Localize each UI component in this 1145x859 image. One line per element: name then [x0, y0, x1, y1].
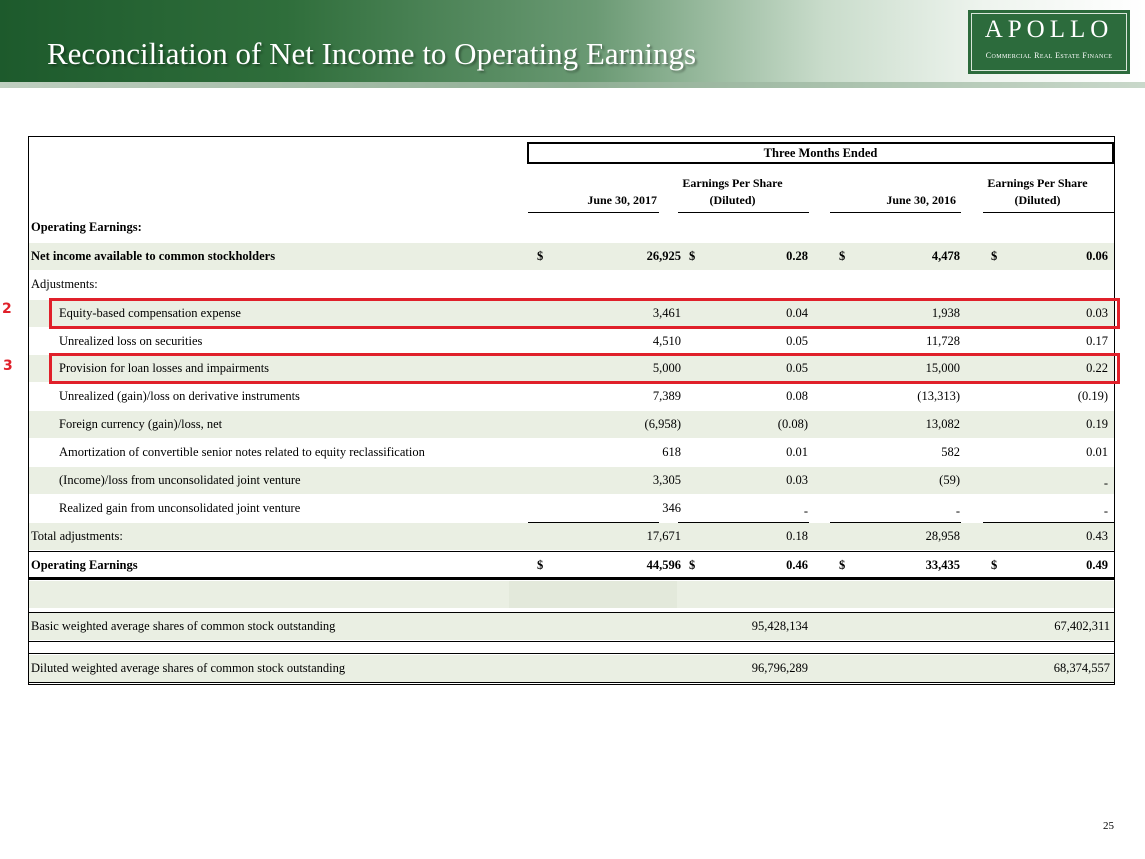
- cell-value: 44,596: [646, 558, 681, 572]
- cell-value: 0.28: [786, 249, 808, 263]
- cell-value: 0.01: [786, 445, 808, 459]
- currency-symbol: $: [537, 249, 544, 263]
- cell-value: 0.04: [786, 306, 808, 320]
- row-label: Provision for loan losses and impairments: [59, 361, 270, 375]
- page-title: Reconciliation of Net Income to Operating Earnings: [47, 36, 697, 71]
- table-row: [29, 439, 1114, 467]
- table-row-basic-shares: [29, 613, 1114, 641]
- cell-value: 0.01: [1086, 445, 1108, 459]
- column-underline: [830, 212, 961, 213]
- cell-value: 0.05: [786, 361, 808, 375]
- cell-value: 67,402,311: [1054, 619, 1110, 633]
- cell-value: 13,082: [925, 417, 960, 431]
- cell-value: 0.06: [1086, 249, 1108, 263]
- section-title: Operating Earnings:: [31, 220, 142, 234]
- annotation-marker: 3: [3, 358, 13, 374]
- cell-value: -: [955, 504, 960, 518]
- column-header-eps-2016: [965, 175, 1110, 209]
- apollo-logo: [968, 10, 1130, 74]
- cell-value: 0.03: [786, 473, 808, 487]
- cell-value: 0.05: [786, 334, 808, 348]
- section-title-row: [29, 214, 1114, 242]
- column-header-line: (Diluted): [709, 193, 756, 207]
- cell-value: (0.19): [1077, 389, 1108, 403]
- cell-value: (6,958): [644, 417, 681, 431]
- cell-value: 4,478: [931, 249, 960, 263]
- row-label: Unrealized loss on securities: [59, 334, 203, 348]
- column-header-line: Earnings Per Share: [682, 176, 783, 190]
- currency-symbol: $: [689, 249, 696, 263]
- cell-value: 26,925: [646, 249, 681, 263]
- header-rule: [0, 82, 1145, 88]
- table-row-total-adjustments: [29, 523, 1114, 551]
- cell-value: 28,958: [925, 529, 960, 543]
- row-label: Foreign currency (gain)/loss, net: [59, 417, 223, 431]
- highlight-box-equity-comp: [49, 298, 1120, 329]
- column-header-eps-2017: [660, 175, 805, 209]
- logo-subtitle: Commercial Real Estate Finance: [985, 51, 1113, 60]
- column-header-line: Earnings Per Share: [987, 176, 1088, 190]
- table-row: [29, 411, 1114, 439]
- cell-value: (59): [939, 473, 960, 487]
- cell-value: 7,389: [652, 389, 681, 403]
- cell-value: -: [1103, 476, 1108, 490]
- annotation-marker: 2: [2, 301, 12, 317]
- row-label: (Income)/loss from unconsolidated joint venture: [59, 473, 301, 487]
- table-row: [29, 328, 1114, 356]
- row-label: Unrealized (gain)/loss on derivative instruments: [59, 389, 300, 403]
- group-header: Three Months Ended: [527, 142, 1114, 164]
- adjustments-title-row: [29, 271, 1114, 299]
- row-label: Operating Earnings: [31, 558, 138, 572]
- cell-value: 0.49: [1086, 558, 1108, 572]
- cell-value: 0.19: [1086, 417, 1108, 431]
- highlight-box-loan-losses: [49, 353, 1120, 384]
- row-label: Equity-based compensation expense: [59, 306, 241, 320]
- cell-value: 4,510: [652, 334, 681, 348]
- row-shade: [509, 581, 677, 608]
- row-shade: [29, 581, 509, 608]
- row-label: Amortization of convertible senior notes related to equity reclassification: [59, 445, 425, 459]
- cell-value: -: [803, 504, 808, 518]
- cell-value: 96,796,289: [751, 661, 808, 675]
- column-underline: [678, 212, 809, 213]
- row-divider: [29, 653, 1114, 654]
- table-row-operating-earnings: [29, 552, 1114, 580]
- row-label: Diluted weighted average shares of common stock outstanding: [31, 661, 346, 675]
- cell-value: -: [1103, 504, 1108, 518]
- row-label: Basic weighted average shares of common stock outstanding: [31, 619, 336, 633]
- page-number: 25: [1103, 820, 1114, 832]
- cell-value: 0.03: [1086, 306, 1108, 320]
- column-header-line: June 30, 2017: [587, 193, 657, 207]
- table-row: [29, 495, 1114, 523]
- row-label: Total adjustments:: [31, 529, 123, 543]
- currency-symbol: $: [991, 558, 998, 572]
- cell-value: 95,428,134: [751, 619, 808, 633]
- cell-value: 68,374,557: [1053, 661, 1110, 675]
- table-row: [29, 467, 1114, 495]
- cell-value: 3,461: [652, 306, 681, 320]
- cell-value: 1,938: [931, 306, 960, 320]
- column-header-jun-2017: [527, 192, 657, 209]
- cell-value: 0.18: [786, 529, 808, 543]
- double-underline: [29, 577, 1114, 580]
- cell-value: 11,728: [926, 334, 960, 348]
- row-label: Realized gain from unconsolidated joint venture: [59, 501, 301, 515]
- cell-value: (0.08): [777, 417, 808, 431]
- cell-value: 582: [941, 445, 960, 459]
- cell-value: 0.22: [1086, 361, 1108, 375]
- table-row-diluted-shares: [29, 655, 1114, 683]
- cell-value: 618: [662, 445, 681, 459]
- currency-symbol: $: [537, 558, 544, 572]
- row-divider: [29, 641, 1114, 642]
- adjustments-title: Adjustments:: [31, 277, 98, 291]
- cell-value: 15,000: [925, 361, 960, 375]
- cell-value: 17,671: [646, 529, 681, 543]
- currency-symbol: $: [839, 249, 846, 263]
- cell-value: 3,305: [652, 473, 681, 487]
- cell-value: 0.17: [1086, 334, 1108, 348]
- cell-value: 346: [662, 501, 681, 515]
- cell-value: 5,000: [652, 361, 681, 375]
- cell-value: 0.08: [786, 389, 808, 403]
- currency-symbol: $: [991, 249, 998, 263]
- column-header-jun-2016: [826, 192, 956, 209]
- column-underline: [983, 212, 1114, 213]
- logo-wordmark: APOLLO: [984, 16, 1114, 43]
- row-label: Net income available to common stockholders: [31, 249, 276, 263]
- row-divider: [29, 682, 1114, 683]
- currency-symbol: $: [689, 558, 696, 572]
- column-underline: [528, 212, 659, 213]
- cell-value: 0.46: [786, 558, 808, 572]
- column-header-line: (Diluted): [1014, 193, 1061, 207]
- cell-value: (13,313): [917, 389, 960, 403]
- column-header-line: June 30, 2016: [886, 193, 956, 207]
- cell-value: 0.43: [1086, 529, 1108, 543]
- table-row: [29, 383, 1114, 411]
- table-row-net-income: [29, 243, 1114, 271]
- cell-value: 33,435: [925, 558, 960, 572]
- row-shade: [677, 581, 1114, 608]
- currency-symbol: $: [839, 558, 846, 572]
